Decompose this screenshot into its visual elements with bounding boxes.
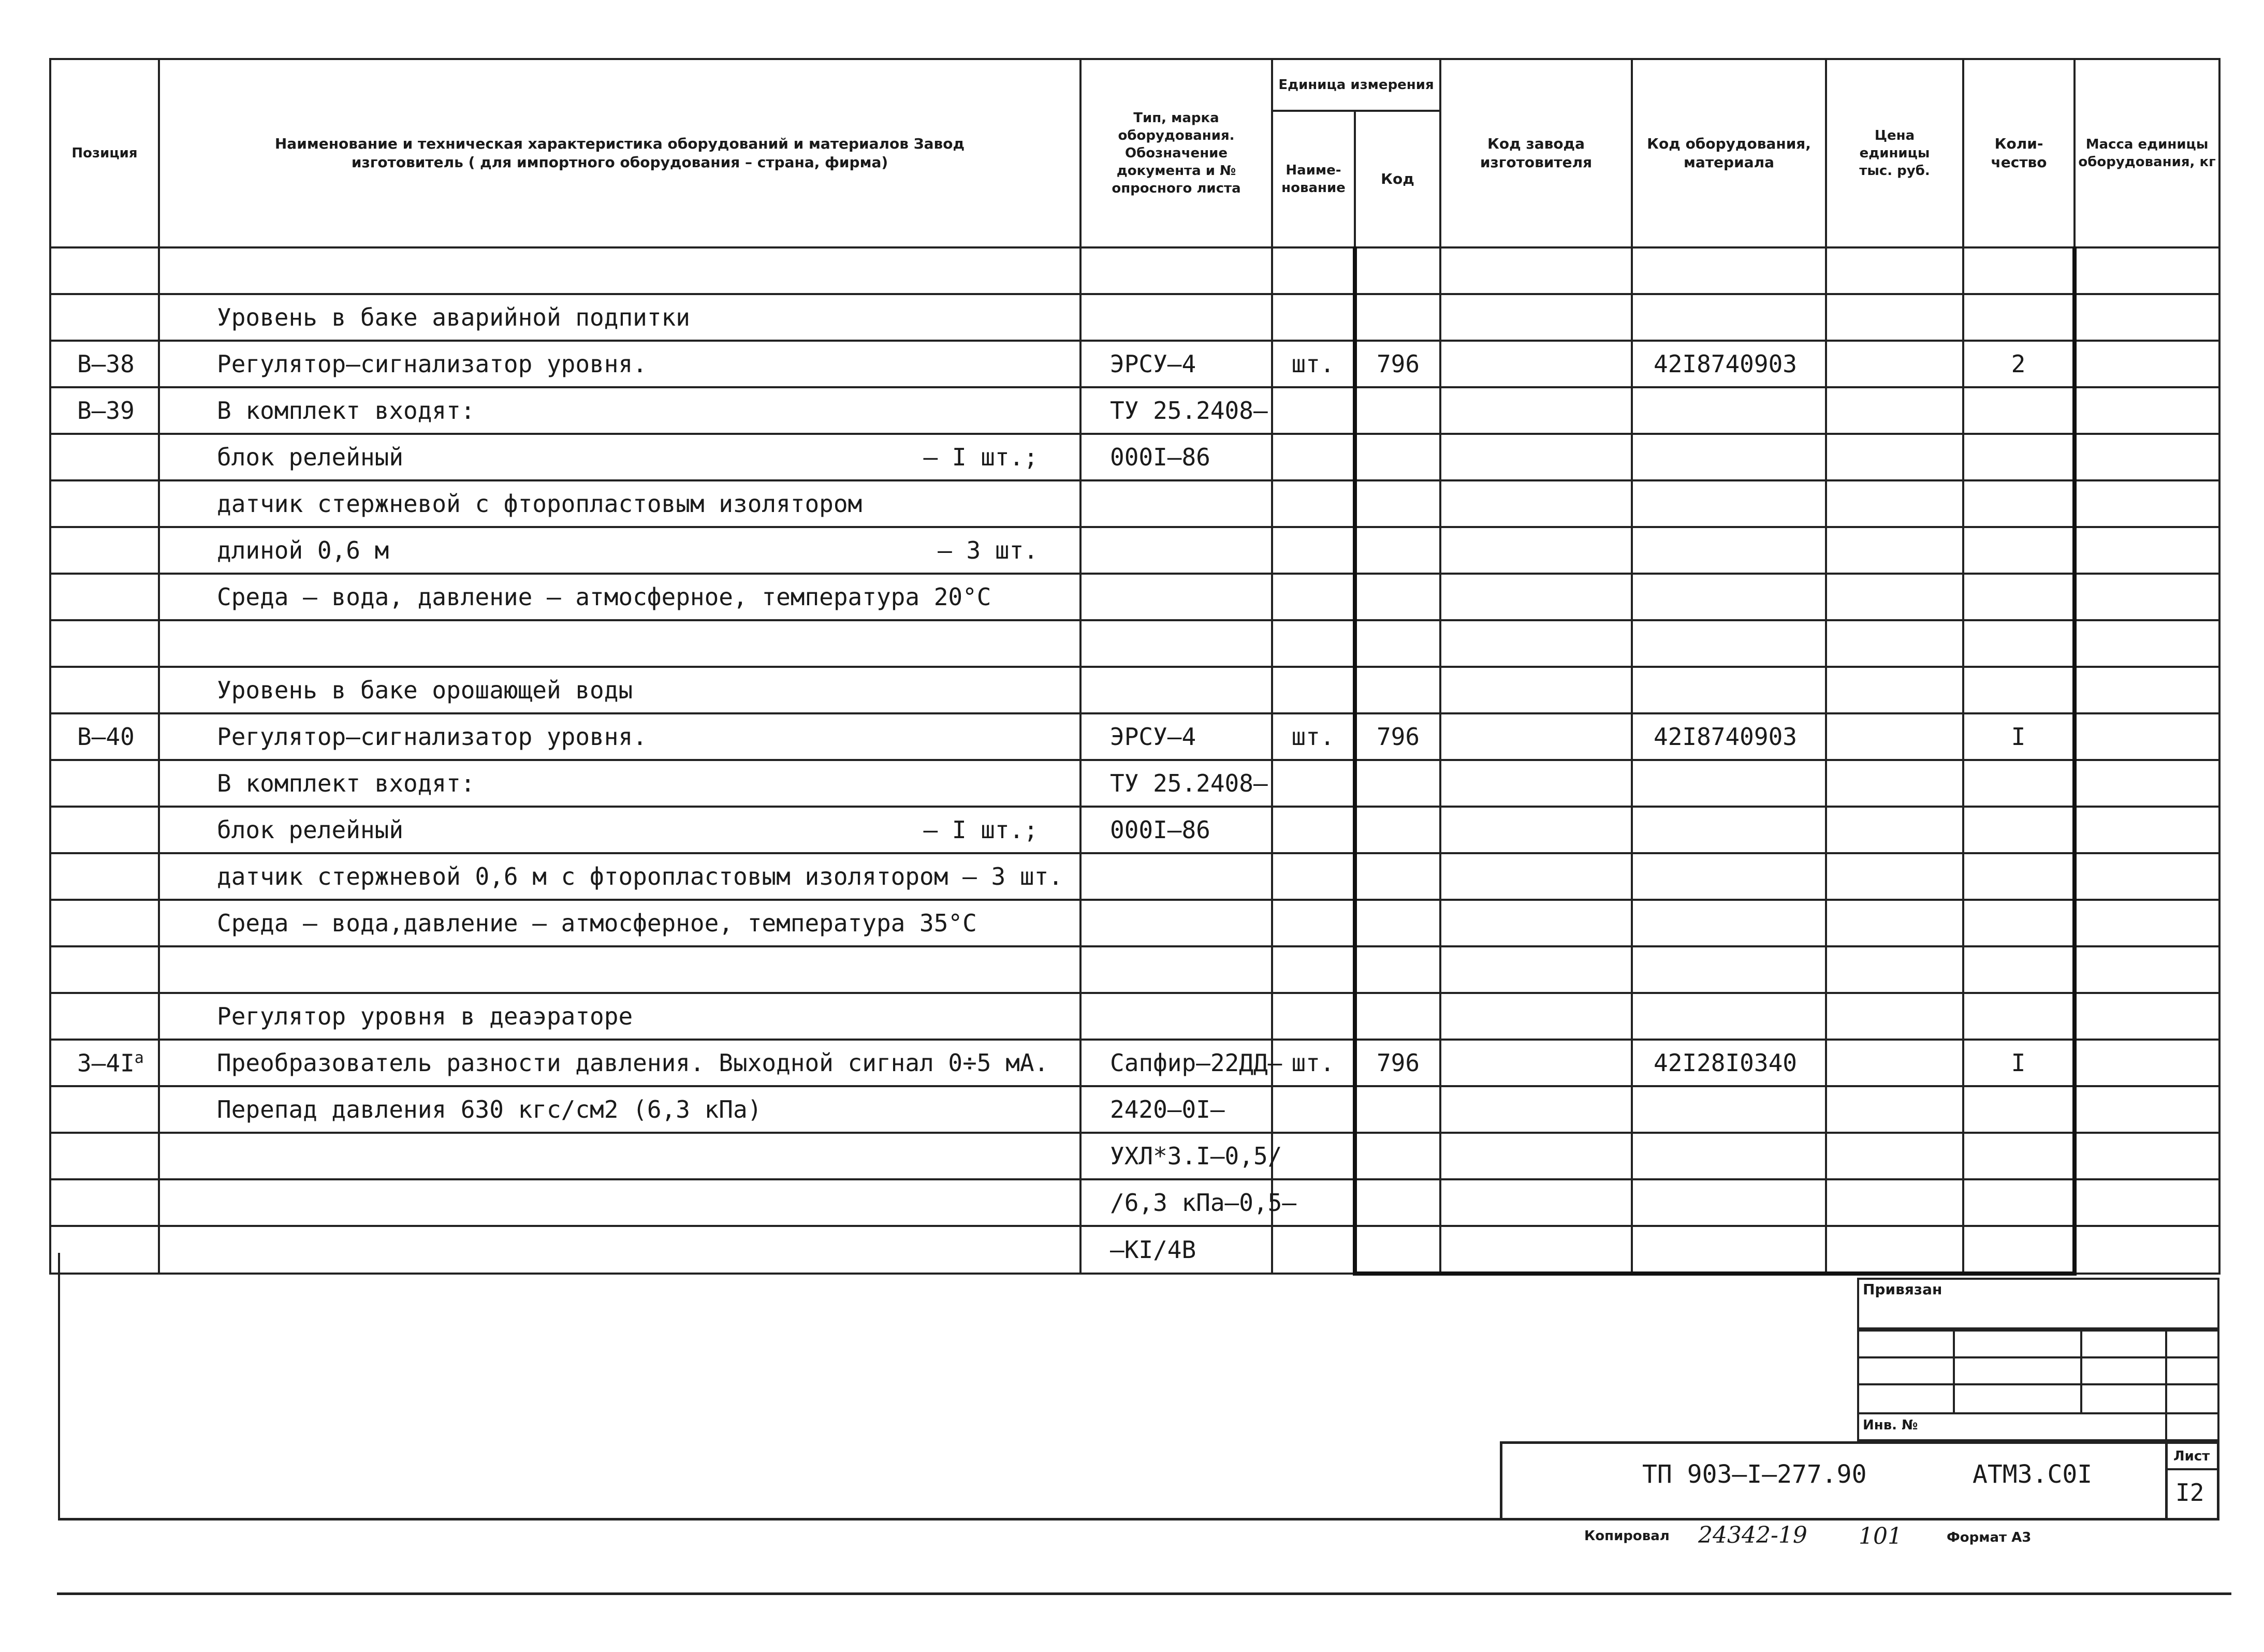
copied-label: Копировал bbox=[1584, 1528, 1670, 1544]
mass-cell bbox=[2075, 853, 2219, 900]
header-mass: Масса единицы оборудования, кг bbox=[2075, 59, 2219, 247]
mass-cell bbox=[2075, 480, 2219, 527]
factory-code-cell bbox=[1440, 341, 1632, 387]
unit-name-cell: шт. bbox=[1272, 1040, 1355, 1086]
type-cell: 000I–86 bbox=[1080, 434, 1272, 480]
position-cell bbox=[50, 807, 159, 853]
factory-code-cell bbox=[1440, 946, 1632, 993]
unit-code-cell: 796 bbox=[1355, 341, 1440, 387]
inv-label: Инв. № bbox=[1863, 1417, 1918, 1433]
unit-name-cell bbox=[1272, 993, 1355, 1040]
quantity-cell bbox=[1963, 807, 2075, 853]
header-material-code: Код оборудования, материала bbox=[1632, 59, 1826, 247]
unit-code-cell bbox=[1355, 527, 1440, 574]
factory-code-cell bbox=[1440, 853, 1632, 900]
material-code-cell: 42I8740903 bbox=[1632, 341, 1826, 387]
header-name: Наименование и техническая характеристика оборудований и материалов Завод изготовитель ( для импортного оборудования – страна, фирма) bbox=[159, 59, 1080, 247]
factory-code-cell bbox=[1440, 527, 1632, 574]
table-row bbox=[50, 713, 2219, 760]
type-cell bbox=[1080, 946, 1272, 993]
factory-code-cell bbox=[1440, 667, 1632, 713]
unit-code-cell: 796 bbox=[1355, 1040, 1440, 1086]
factory-code-cell bbox=[1440, 247, 1632, 294]
unit-name-cell bbox=[1272, 853, 1355, 900]
name-text: Среда – вода,давление – атмосферное, температура 35°С bbox=[217, 909, 977, 937]
type-cell bbox=[1080, 900, 1272, 946]
position-cell bbox=[50, 853, 159, 900]
material-code-cell bbox=[1632, 1086, 1826, 1133]
material-code-cell bbox=[1632, 946, 1826, 993]
divider bbox=[2165, 1329, 2167, 1441]
type-cell: ЭРСУ–4 bbox=[1080, 341, 1272, 387]
quantity-cell bbox=[1963, 620, 2075, 667]
name-text: блок релейный bbox=[217, 816, 404, 844]
name-text: Преобразователь разности давления. Выходной сигнал 0÷5 мА. bbox=[217, 1049, 1049, 1077]
type-cell: ТУ 25.2408– bbox=[1080, 387, 1272, 434]
divider bbox=[2165, 1441, 2168, 1521]
divider bbox=[1953, 1329, 1955, 1414]
price-cell bbox=[1826, 387, 1963, 434]
type-cell bbox=[1080, 480, 1272, 527]
material-code-cell bbox=[1632, 667, 1826, 713]
price-cell bbox=[1826, 527, 1963, 574]
quantity-cell bbox=[1963, 760, 2075, 807]
quantity-cell bbox=[1963, 667, 2075, 713]
unit-name-cell bbox=[1272, 1133, 1355, 1179]
name-cell bbox=[159, 807, 1080, 853]
position-cell bbox=[50, 620, 159, 667]
format-label: Формат А3 bbox=[1947, 1530, 2032, 1545]
mass-cell bbox=[2075, 993, 2219, 1040]
price-cell bbox=[1826, 900, 1963, 946]
position-cell bbox=[50, 527, 159, 574]
name-cell bbox=[159, 574, 1080, 620]
table-row bbox=[50, 667, 2219, 713]
position-cell bbox=[50, 480, 159, 527]
divider bbox=[2165, 1468, 2219, 1470]
unit-name-cell bbox=[1272, 760, 1355, 807]
unit-name-cell bbox=[1272, 807, 1355, 853]
type-cell: ТУ 25.2408– bbox=[1080, 760, 1272, 807]
unit-code-cell: 796 bbox=[1355, 713, 1440, 760]
type-cell: Сапфир–22ДД– bbox=[1080, 1040, 1272, 1086]
position-cell bbox=[50, 667, 159, 713]
factory-code-cell bbox=[1440, 900, 1632, 946]
position-cell bbox=[50, 294, 159, 341]
quantity-cell bbox=[1963, 853, 2075, 900]
mass-cell bbox=[2075, 1086, 2219, 1133]
quantity-cell bbox=[1963, 527, 2075, 574]
table-row bbox=[50, 853, 2219, 900]
name-text: датчик стержневой 0,6 м с фторопластовым изолятором – 3 шт. bbox=[217, 862, 1063, 890]
table-row bbox=[50, 1086, 2219, 1133]
price-cell bbox=[1826, 620, 1963, 667]
position-cell bbox=[50, 993, 159, 1040]
position-cell bbox=[50, 387, 159, 434]
table-row bbox=[50, 900, 2219, 946]
header-price: Цена единицы тыс. руб. bbox=[1826, 59, 1963, 247]
position-cell bbox=[50, 900, 159, 946]
price-cell bbox=[1826, 760, 1963, 807]
type-cell bbox=[1080, 853, 1272, 900]
unit-code-cell bbox=[1355, 574, 1440, 620]
material-code-cell: 42I8740903 bbox=[1632, 713, 1826, 760]
name-text: В комплект входят: bbox=[217, 769, 475, 797]
material-code-cell bbox=[1632, 527, 1826, 574]
material-code-cell bbox=[1632, 247, 1826, 294]
bottom-rule bbox=[57, 1592, 2231, 1595]
unit-code-cell bbox=[1355, 294, 1440, 341]
price-cell bbox=[1826, 1179, 1963, 1226]
mass-cell bbox=[2075, 247, 2219, 294]
table-row bbox=[50, 480, 2219, 527]
quantity-cell bbox=[1963, 1133, 2075, 1179]
mass-cell bbox=[2075, 713, 2219, 760]
unit-name-cell bbox=[1272, 620, 1355, 667]
mass-cell bbox=[2075, 1040, 2219, 1086]
mass-cell bbox=[2075, 946, 2219, 993]
doc-number: ТП 903–I–277.90 bbox=[1642, 1460, 1867, 1489]
price-cell bbox=[1826, 574, 1963, 620]
unit-code-cell bbox=[1355, 760, 1440, 807]
factory-code-cell bbox=[1440, 807, 1632, 853]
price-cell bbox=[1826, 247, 1963, 294]
type-cell bbox=[1080, 247, 1272, 294]
name-text: блок релейный bbox=[217, 443, 404, 471]
factory-code-cell bbox=[1440, 1040, 1632, 1086]
factory-code-cell bbox=[1440, 387, 1632, 434]
table-row bbox=[50, 760, 2219, 807]
price-cell bbox=[1826, 480, 1963, 527]
mass-cell bbox=[2075, 1133, 2219, 1179]
quantity-cell bbox=[1963, 574, 2075, 620]
material-code-cell bbox=[1632, 620, 1826, 667]
unit-name-cell bbox=[1272, 527, 1355, 574]
quantity-cell bbox=[1963, 294, 2075, 341]
name-quantity-text: – I шт.; bbox=[923, 443, 1038, 471]
unit-code-cell bbox=[1355, 993, 1440, 1040]
table-row bbox=[50, 946, 2219, 993]
table-row bbox=[50, 294, 2219, 341]
quantity-cell bbox=[1963, 993, 2075, 1040]
unit-name-cell: шт. bbox=[1272, 341, 1355, 387]
unit-code-cell bbox=[1355, 1133, 1440, 1179]
unit-name-cell bbox=[1272, 387, 1355, 434]
doc-code: АТМЗ.С0I bbox=[1973, 1460, 2093, 1489]
name-text: Уровень в баке орошающей воды bbox=[217, 676, 633, 704]
factory-code-cell bbox=[1440, 1086, 1632, 1133]
material-code-cell bbox=[1632, 387, 1826, 434]
position-superscript: а bbox=[134, 1048, 144, 1067]
price-cell bbox=[1826, 294, 1963, 341]
mass-cell bbox=[2075, 574, 2219, 620]
factory-code-cell bbox=[1440, 993, 1632, 1040]
unit-name-cell bbox=[1272, 480, 1355, 527]
header-type: Тип, марка оборудования. Обозначение документа и № опросного листа bbox=[1080, 59, 1272, 247]
name-cell bbox=[159, 247, 1080, 294]
name-cell bbox=[159, 1040, 1080, 1086]
factory-code-cell bbox=[1440, 434, 1632, 480]
position-cell bbox=[50, 1086, 159, 1133]
name-cell bbox=[159, 434, 1080, 480]
factory-code-cell bbox=[1440, 713, 1632, 760]
table-body bbox=[50, 247, 2219, 1274]
name-cell bbox=[159, 713, 1080, 760]
type-cell bbox=[1080, 527, 1272, 574]
unit-code-cell bbox=[1355, 620, 1440, 667]
position-text: В–38 bbox=[77, 350, 135, 378]
position-cell bbox=[50, 247, 159, 294]
header-factory-code: Код завода изготовителя bbox=[1440, 59, 1632, 247]
name-cell bbox=[159, 946, 1080, 993]
unit-name-cell bbox=[1272, 667, 1355, 713]
price-cell bbox=[1826, 946, 1963, 993]
unit-code-cell bbox=[1355, 1086, 1440, 1133]
position-text: В–40 bbox=[77, 723, 135, 751]
type-cell: 2420–0I– bbox=[1080, 1086, 1272, 1133]
name-quantity-text: – I шт.; bbox=[923, 816, 1038, 844]
unit-name-cell bbox=[1272, 1086, 1355, 1133]
factory-code-cell bbox=[1440, 294, 1632, 341]
bound-label: Привязан bbox=[1863, 1281, 1942, 1298]
price-cell bbox=[1826, 1133, 1963, 1179]
type-cell: /6,3 кПа–0,5– bbox=[1080, 1179, 1272, 1226]
price-cell bbox=[1826, 807, 1963, 853]
price-cell bbox=[1826, 434, 1963, 480]
type-cell: 000I–86 bbox=[1080, 807, 1272, 853]
position-cell bbox=[50, 760, 159, 807]
material-code-cell bbox=[1632, 993, 1826, 1040]
name-cell bbox=[159, 1179, 1080, 1226]
table-row bbox=[50, 387, 2219, 434]
sheet-label: Лист bbox=[2173, 1449, 2210, 1464]
unit-code-cell bbox=[1355, 853, 1440, 900]
position-cell bbox=[50, 341, 159, 387]
mass-cell bbox=[2075, 527, 2219, 574]
name-text: В комплект входят: bbox=[217, 397, 475, 425]
table-row bbox=[50, 1040, 2219, 1086]
unit-code-cell bbox=[1355, 667, 1440, 713]
quantity-cell: I bbox=[1963, 713, 2075, 760]
quantity-cell bbox=[1963, 434, 2075, 480]
name-cell bbox=[159, 760, 1080, 807]
position-cell bbox=[50, 713, 159, 760]
name-text: Перепад давления 630 кгс/см2 (6,3 кПа) bbox=[217, 1095, 762, 1123]
table-row bbox=[50, 434, 2219, 480]
mass-cell bbox=[2075, 900, 2219, 946]
quantity-cell: I bbox=[1963, 1040, 2075, 1086]
quantity-cell bbox=[1963, 1179, 2075, 1226]
quantity-cell bbox=[1963, 900, 2075, 946]
position-text: З–4I bbox=[77, 1049, 135, 1077]
unit-code-cell bbox=[1355, 900, 1440, 946]
name-cell bbox=[159, 1086, 1080, 1133]
quantity-cell bbox=[1963, 946, 2075, 993]
unit-code-cell bbox=[1355, 387, 1440, 434]
type-cell bbox=[1080, 620, 1272, 667]
type-cell: ЭРСУ–4 bbox=[1080, 713, 1272, 760]
table-row bbox=[50, 1133, 2219, 1179]
material-code-cell bbox=[1632, 574, 1826, 620]
position-cell bbox=[50, 434, 159, 480]
mass-cell bbox=[2075, 387, 2219, 434]
factory-code-cell bbox=[1440, 620, 1632, 667]
name-cell bbox=[159, 294, 1080, 341]
type-cell: –КI/4В bbox=[1080, 1226, 1272, 1274]
material-code-cell bbox=[1632, 1179, 1826, 1226]
mass-cell bbox=[2075, 807, 2219, 853]
table-row bbox=[50, 247, 2219, 294]
name-cell bbox=[159, 527, 1080, 574]
name-cell bbox=[159, 480, 1080, 527]
position-cell bbox=[50, 1133, 159, 1179]
header-unit-name: Наиме-нование bbox=[1272, 111, 1355, 247]
price-cell bbox=[1826, 1040, 1963, 1086]
mass-cell bbox=[2075, 760, 2219, 807]
quantity-cell bbox=[1963, 480, 2075, 527]
name-cell bbox=[159, 853, 1080, 900]
type-cell: УХЛ*3.I–0,5/ bbox=[1080, 1133, 1272, 1179]
mass-cell bbox=[2075, 667, 2219, 713]
name-text: Регулятор уровня в деаэраторе bbox=[217, 1002, 633, 1030]
name-cell bbox=[159, 341, 1080, 387]
factory-code-cell bbox=[1440, 1133, 1632, 1179]
type-cell bbox=[1080, 993, 1272, 1040]
mass-cell bbox=[2075, 434, 2219, 480]
price-cell bbox=[1826, 853, 1963, 900]
sheet-number: I2 bbox=[2175, 1479, 2204, 1507]
position-text: В–39 bbox=[77, 397, 135, 425]
quantity-cell bbox=[1963, 1086, 2075, 1133]
table-row bbox=[50, 527, 2219, 574]
price-cell bbox=[1826, 341, 1963, 387]
header-quantity: Коли-чество bbox=[1963, 59, 2075, 247]
quantity-cell: 2 bbox=[1963, 341, 2075, 387]
name-text: Регулятор–сигнализатор уровня. bbox=[217, 350, 647, 378]
material-code-cell bbox=[1632, 900, 1826, 946]
copy-page: 101 bbox=[1859, 1523, 1902, 1549]
factory-code-cell bbox=[1440, 480, 1632, 527]
unit-name-cell bbox=[1272, 900, 1355, 946]
mass-cell bbox=[2075, 620, 2219, 667]
table-row bbox=[50, 1179, 2219, 1226]
table-row bbox=[50, 993, 2219, 1040]
factory-code-cell bbox=[1440, 574, 1632, 620]
name-cell bbox=[159, 1133, 1080, 1179]
name-text: длиной 0,6 м bbox=[217, 536, 389, 564]
copy-number: 24342-19 bbox=[1698, 1522, 1807, 1548]
unit-code-cell bbox=[1355, 480, 1440, 527]
price-cell bbox=[1826, 1086, 1963, 1133]
table-row bbox=[50, 574, 2219, 620]
type-cell bbox=[1080, 574, 1272, 620]
unit-code-cell bbox=[1355, 946, 1440, 993]
factory-code-cell bbox=[1440, 1179, 1632, 1226]
factory-code-cell bbox=[1440, 760, 1632, 807]
mass-cell bbox=[2075, 341, 2219, 387]
specification-table bbox=[49, 58, 2221, 1276]
material-code-cell bbox=[1632, 760, 1826, 807]
type-cell bbox=[1080, 667, 1272, 713]
mass-cell bbox=[2075, 294, 2219, 341]
material-code-cell bbox=[1632, 294, 1826, 341]
name-cell bbox=[159, 387, 1080, 434]
quantity-cell bbox=[1963, 387, 2075, 434]
table-row bbox=[50, 341, 2219, 387]
name-text: датчик стержневой с фторопластовым изолятором bbox=[217, 490, 863, 518]
unit-code-cell bbox=[1355, 434, 1440, 480]
price-cell bbox=[1826, 993, 1963, 1040]
unit-code-cell bbox=[1355, 1179, 1440, 1226]
name-cell bbox=[159, 667, 1080, 713]
unit-name-cell: шт. bbox=[1272, 713, 1355, 760]
type-cell bbox=[1080, 294, 1272, 341]
quantity-cell bbox=[1963, 247, 2075, 294]
header-position: Позиция bbox=[50, 59, 159, 247]
name-cell bbox=[159, 620, 1080, 667]
table-row bbox=[50, 807, 2219, 853]
unit-code-cell bbox=[1355, 807, 1440, 853]
header-unit-group: Единица измерения bbox=[1272, 59, 1440, 111]
material-code-cell bbox=[1632, 1133, 1826, 1179]
material-code-cell bbox=[1632, 434, 1826, 480]
material-code-cell bbox=[1632, 480, 1826, 527]
material-code-cell bbox=[1632, 853, 1826, 900]
unit-code-cell bbox=[1355, 247, 1440, 294]
position-cell bbox=[50, 1040, 159, 1086]
header-unit-code: Код bbox=[1355, 111, 1440, 247]
price-cell bbox=[1826, 667, 1963, 713]
unit-name-cell bbox=[1272, 294, 1355, 341]
price-cell bbox=[1826, 713, 1963, 760]
name-text: Уровень в баке аварийной подпитки bbox=[217, 303, 690, 331]
material-code-cell: 42I28I0340 bbox=[1632, 1040, 1826, 1086]
name-cell bbox=[159, 993, 1080, 1040]
position-cell bbox=[50, 1179, 159, 1226]
position-cell bbox=[50, 574, 159, 620]
unit-name-cell bbox=[1272, 946, 1355, 993]
unit-name-cell bbox=[1272, 247, 1355, 294]
unit-name-cell bbox=[1272, 574, 1355, 620]
name-text: Среда – вода, давление – атмосферное, температура 20°С bbox=[217, 583, 991, 611]
position-cell bbox=[50, 946, 159, 993]
unit-name-cell bbox=[1272, 434, 1355, 480]
material-code-cell bbox=[1632, 807, 1826, 853]
name-cell bbox=[159, 900, 1080, 946]
name-quantity-text: – 3 шт. bbox=[938, 536, 1038, 564]
divider bbox=[2080, 1329, 2082, 1414]
mass-cell bbox=[2075, 1179, 2219, 1226]
name-text: Регулятор–сигнализатор уровня. bbox=[217, 723, 647, 751]
table-row bbox=[50, 620, 2219, 667]
